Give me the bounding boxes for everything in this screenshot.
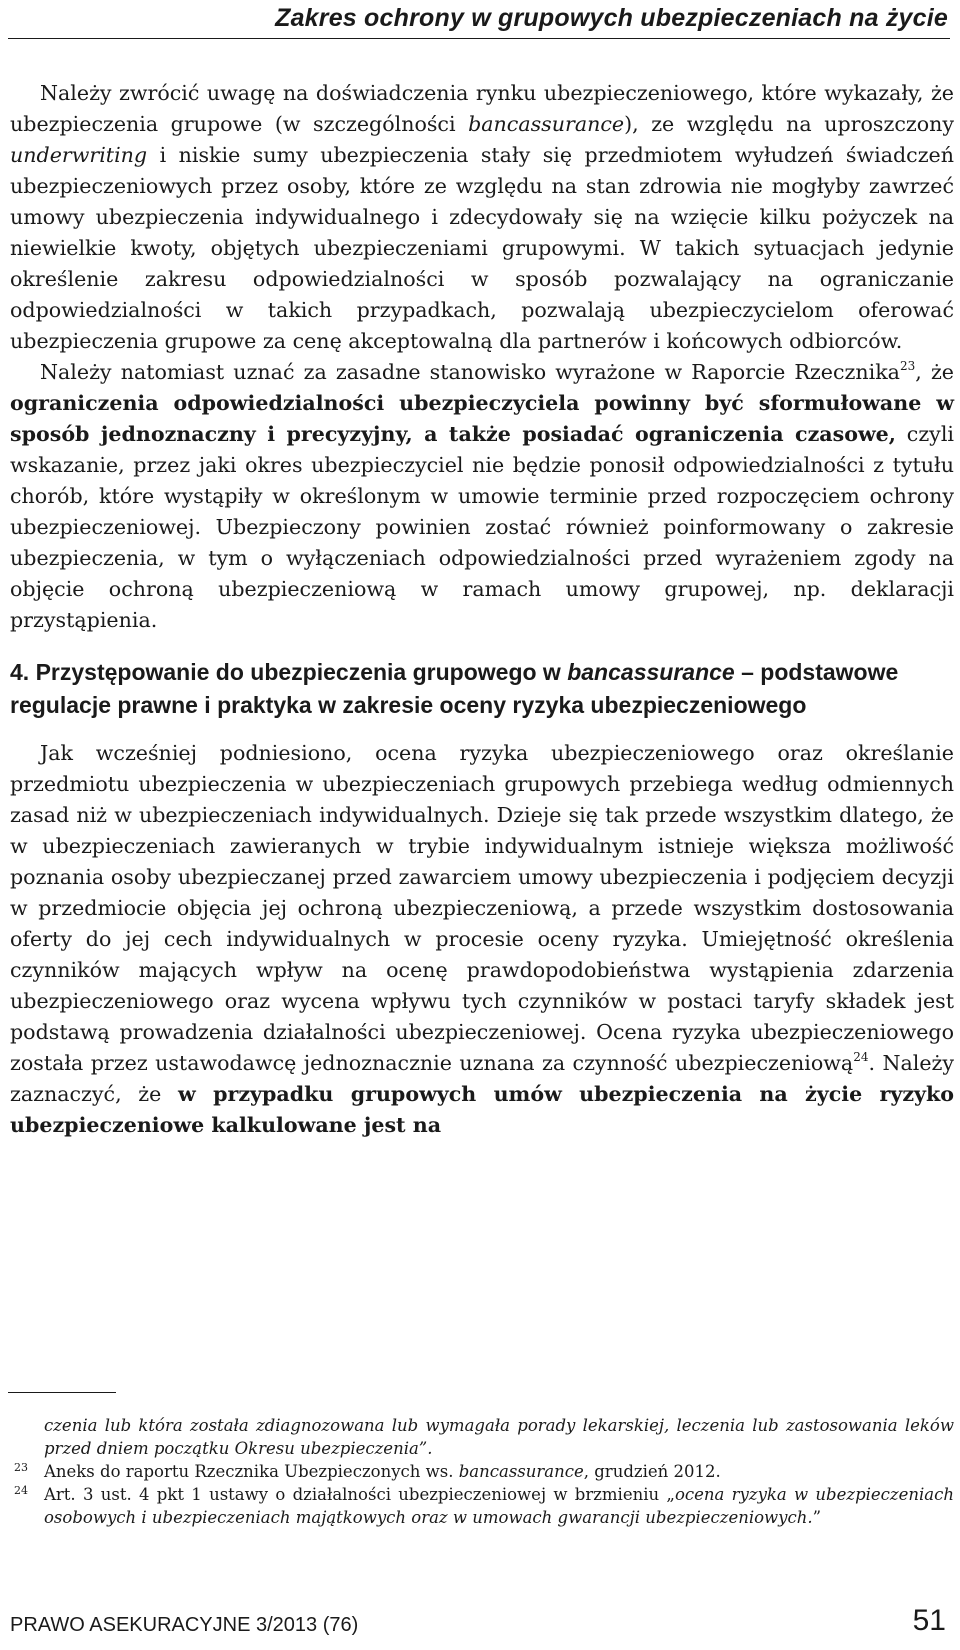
- footnote-24-text-1: Art. 3 ust. 4 pkt 1 ustawy o działalności ubezpieczeniowej w brzmieniu „: [44, 1485, 675, 1504]
- body-text: [10, 78, 954, 1141]
- paragraph-2: [10, 357, 954, 636]
- paragraph-3: [10, 738, 954, 1141]
- heading-part-1: 4. Przystępowanie do ubezpieczenia grupowego w: [10, 659, 568, 685]
- header-rule: [8, 38, 950, 39]
- section-heading: [10, 656, 954, 722]
- p1-text-2: ), ze względu na uproszczony: [624, 112, 954, 136]
- footnotes: [10, 1414, 954, 1529]
- footnote-24: [10, 1483, 954, 1529]
- p3-text-1: Jak wcześniej podniesiono, ocena ryzyka ubezpieczeniowego oraz określanie przedmiotu ubezpieczenia w ubezpieczeniach grupowych przebiega według odmiennych zasad niż w ubezpieczeniach indywidualnych. Dzieje się tak przede wszystkim dlatego, że w ubezpieczeniach zawieranych w trybie indywidualnym istnieje większa możliwość poznania osoby ubezpieczanej przed zawarciem umowy ubezpieczenia i podjęciem decyzji w przedmiocie objęcia jej ochroną ubezpieczeniową, a przede wszystkim dostosowania oferty do jej cech indywidualnych w procesie oceny ryzyka. Umiejętność określenia czynników mających wpływ na ocenę prawdopodobieństwa wystąpienia zdarzenia ubezpieczeniowego oraz wycena wpływu tych czynników w postaci taryfy składek jest podstawą prowadzenia działalności ubezpieczeniowej. Ocena ryzyka ubezpieczeniowego została przez ustawodawcę jednoznacznie uznana za czynność ubezpieczeniową: [10, 741, 954, 1075]
- paragraph-1: [10, 78, 954, 357]
- footnote-23-text-2: , grudzień 2012.: [583, 1462, 721, 1481]
- p1-italic-bancassurance: bancassurance: [468, 112, 625, 136]
- running-title: Zakres ochrony w grupowych ubezpieczeniach na życie: [275, 4, 948, 32]
- p3-text-2: . Należy zaznaczyć, że: [10, 1051, 954, 1106]
- footnote-24-italic: ocena ryzyka w ubezpieczeniach osobowych i ubezpieczeniach majątkowych oraz w umowach gwarancji ubezpieczeniowych.: [44, 1485, 954, 1527]
- p1-text-3: i niskie sumy ubezpieczenia stały się przedmiotem wyłudzeń świadczeń ubezpieczeniowych przez osoby, które ze względu na stan zdrowia nie mogłyby zawrzeć umowy ubezpieczenia indywidualnego i zdecydowały się na wzięcie kilku pożyczek na niewielkie kwoty, objętych ubezpieczeniami grupowymi. W takich sytuacjach jedynie określenie zakresu odpowiedzialności w sposób pozwalający na ograniczanie odpowiedzialności w takich przypadkach, pozwalają ubezpieczycielom oferować ubezpieczenia grupowe za cenę akceptowalną dla partnerów i końcowych odbiorców.: [10, 143, 954, 353]
- p2-text-1: Należy natomiast uznać za zasadne stanowisko wyrażone w Raporcie Rzecznika: [40, 360, 900, 384]
- p1-text-1: Należy zwrócić uwagę na doświadczenia rynku ubezpieczeniowego, które wykazały, że ubezpieczenia grupowe (w szczególności: [10, 81, 954, 136]
- p3-bold-text: w przypadku grupowych umów ubezpieczenia na życie ryzyko ubezpieczeniowe kalkulowane jest na: [10, 1082, 954, 1137]
- footnote-24-number: 24: [14, 1484, 28, 1497]
- footnote-rule: [8, 1392, 116, 1393]
- footnote-continued: [10, 1414, 954, 1460]
- heading-part-2: – podstawowe regulacje prawne i praktyka w zakresie oceny ryzyka ubezpieczeniowego: [10, 659, 899, 718]
- page-number: 51: [912, 1604, 946, 1637]
- p2-text-2: , że: [915, 360, 954, 384]
- footnote-ref-23: 23: [899, 359, 916, 373]
- page-footer: [0, 1600, 960, 1650]
- page-header: [0, 0, 960, 44]
- footnote-ref-24: 24: [853, 1050, 869, 1064]
- p2-text-3: czyli wskazanie, przez jaki okres ubezpieczyciel nie będzie ponosił odpowiedzialności z tytułu chorób, które wystąpiły w określonym w umowie terminie przed rozpoczęciem ochrony ubezpieczeniowej. Ubezpieczony powinien zostać również poinformowany o zakresie ubezpieczenia, w tym o wyłączeniach odpowiedzialności przed wyrażeniem zgody na objęcie ochroną ubezpieczeniową w ramach umowy grupowej, np. deklaracji przystąpienia.: [10, 422, 954, 632]
- p2-bold-text: ograniczenia odpowiedzialności ubezpieczyciela powinny być sformułowane w sposób jednoznaczny i precyzyjny, a także posiadać ograniczenia czasowe,: [10, 391, 954, 446]
- p1-italic-underwriting: underwriting: [10, 143, 148, 167]
- footnote-continued-text: czenia lub która została zdiagnozowana lub wymagała porady lekarskiej, leczenia lub zastosowania leków przed dniem początku Okresu ubezpieczenia”.: [44, 1416, 954, 1458]
- footnote-23-number: 23: [14, 1461, 28, 1474]
- footnote-24-text-2: ”: [812, 1508, 822, 1527]
- footnote-23: [10, 1460, 954, 1483]
- heading-italic: bancassurance: [567, 659, 735, 685]
- journal-name: PRAWO ASEKURACYJNE 3/2013 (76): [10, 1614, 359, 1636]
- footnote-23-italic: bancassurance: [458, 1462, 584, 1481]
- footnote-23-text-1: Aneks do raportu Rzecznika Ubezpieczonych ws.: [44, 1462, 459, 1481]
